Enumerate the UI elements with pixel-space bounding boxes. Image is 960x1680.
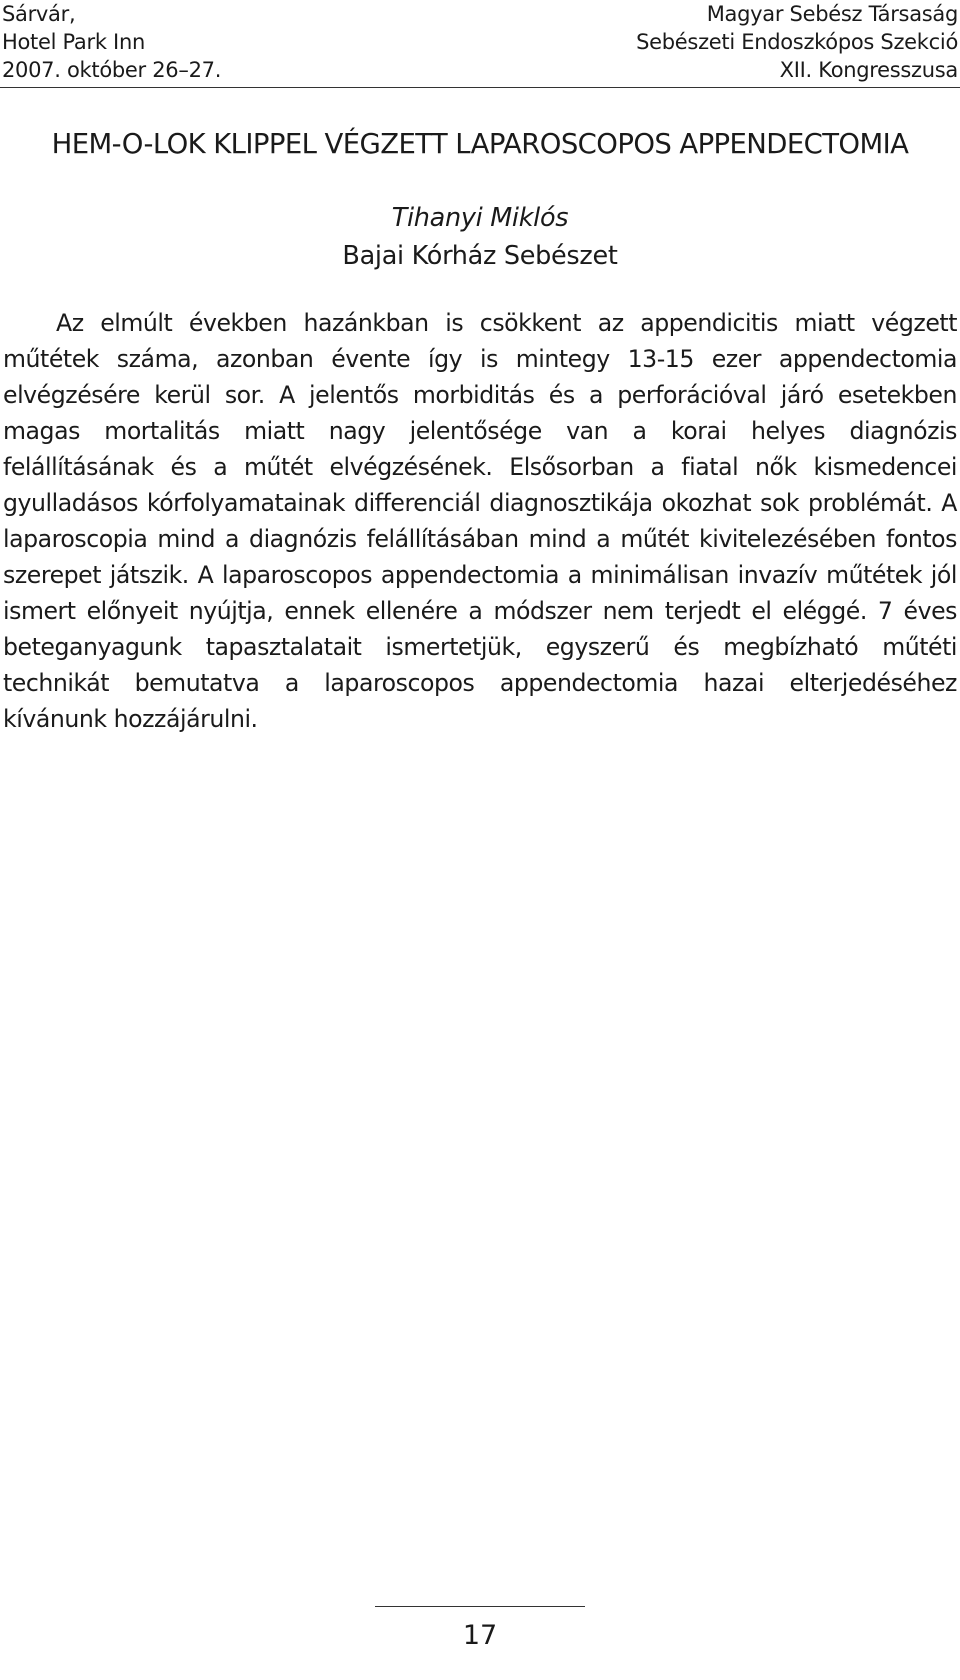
header-venue: Hotel Park Inn xyxy=(2,30,145,54)
article-author: Tihanyi Miklós xyxy=(391,203,569,233)
header-congress: XII. Kongresszusa xyxy=(779,58,958,82)
header-section: Sebészeti Endoszkópos Szekció xyxy=(636,30,958,54)
abstract-paragraph: Az elmúlt években hazánkban is csökkent az appendicitis miatt végzett műtétek száma, azonban évente így is mintegy 13-15 ezer appendectomia elvégzésére kerül sor. A jelentős morbiditás és a perforációval járó esetekben magas mortalitás miatt nagy jelentősége van a korai helyes diagnózis felállításának és a műtét elvégzésének. Elsősorban a fiatal nők kismedencei gyulladásos kórfolyamatainak differenciál diagnosztikája okozhat sok problémát. A laparoscopia mind a diagnózis felállításában mind a műtét kivitelezésében fontos szerepet játszik. A laparoscopos appendectomia a minimálisan invazív műtétek jól ismert előnyeit nyújtja, ennek ellenére a módszer nem terjedt el eléggé. 7 éves beteganyagunk tapasztalatait ismertetjük, egyszerű és megbízható műtéti technikát bemutatva a laparoscopos appendectomia hazai elterjedéséhez kívánunk hozzájárulni. xyxy=(3,309,957,733)
conference-location-date xyxy=(2,0,221,84)
page-number: 17 xyxy=(462,1620,498,1651)
page-header xyxy=(0,0,960,88)
conference-organizer xyxy=(636,0,958,84)
article-affiliation: Bajai Kórház Sebészet xyxy=(342,241,618,271)
header-society: Magyar Sebész Társaság xyxy=(706,2,958,26)
header-city: Sárvár, xyxy=(2,2,76,26)
article-title: HEM-O-LOK KLIPPEL VÉGZETT LAPAROSCOPOS APPENDECTOMIA xyxy=(51,128,909,160)
header-date: 2007. október 26–27. xyxy=(2,58,222,82)
footer-divider xyxy=(375,1606,585,1607)
